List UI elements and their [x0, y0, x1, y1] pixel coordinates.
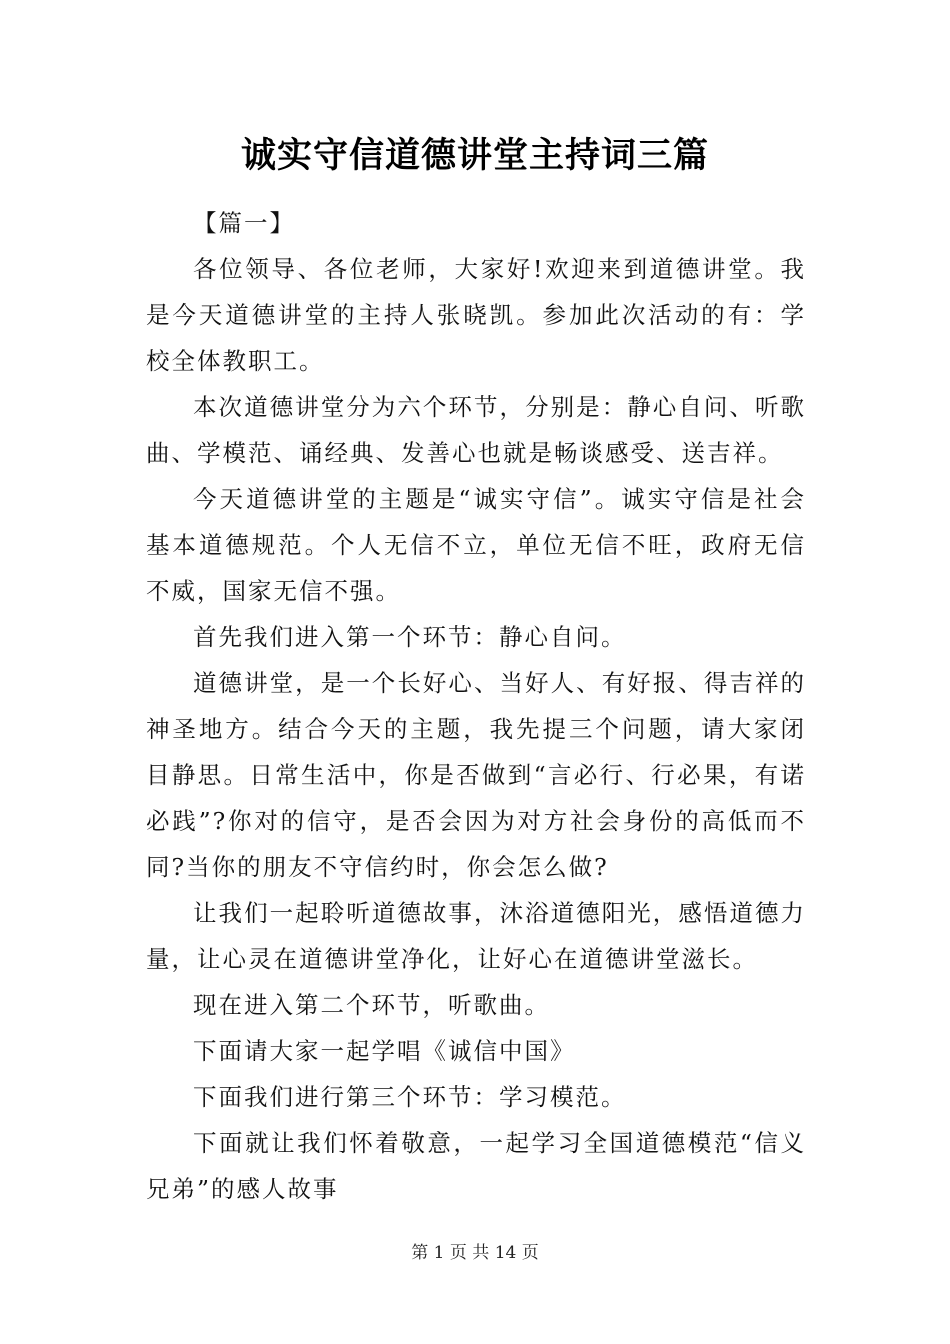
- paragraph: 本次道德讲堂分为六个环节，分别是：静心自问、听歌曲、学模范、诵经典、发善心也就是畅谈感受、送吉祥。: [146, 393, 806, 467]
- document-title: 诚实守信道德讲堂主持词三篇: [240, 135, 709, 176]
- paragraph: 下面请大家一起学唱《诚信中国》: [193, 1037, 576, 1065]
- document-body: [146, 200, 806, 1212]
- page-footer: 第 1 页 共 14 页: [411, 1243, 539, 1263]
- paragraph: 今天道德讲堂的主题是“诚实守信”。诚实守信是社会基本道德规范。个人无信不立，单位无信不旺，政府无信不威，国家无信不强。: [146, 485, 806, 605]
- paragraph: 下面我们进行第三个环节：学习模范。: [193, 1083, 627, 1111]
- section-heading: 【篇一】: [193, 209, 295, 237]
- paragraph: 让我们一起聆听道德故事，沐浴道德阳光，感悟道德力量，让心灵在道德讲堂净化，让好心在道德讲堂滋长。: [146, 899, 806, 973]
- paragraph: 现在进入第二个环节，听歌曲。: [193, 991, 550, 1019]
- paragraph: 下面就让我们怀着敬意，一起学习全国道德模范“信义兄弟”的感人故事: [146, 1129, 806, 1203]
- paragraph: 道德讲堂，是一个长好心、当好人、有好报、得吉祥的神圣地方。结合今天的主题，我先提三个问题，请大家闭目静思。日常生活中，你是否做到“言必行、行必果，有诺必践”?你对的信守，是否会因为对方社会身份的高低而不同?当你的朋友不守信约时，你会怎么做?: [146, 669, 806, 881]
- paragraph: 各位领导、各位老师，大家好!欢迎来到道德讲堂。我是今天道德讲堂的主持人张晓凯。参加此次活动的有：学校全体教职工。: [146, 255, 806, 375]
- paragraph: 首先我们进入第一个环节：静心自问。: [193, 623, 627, 651]
